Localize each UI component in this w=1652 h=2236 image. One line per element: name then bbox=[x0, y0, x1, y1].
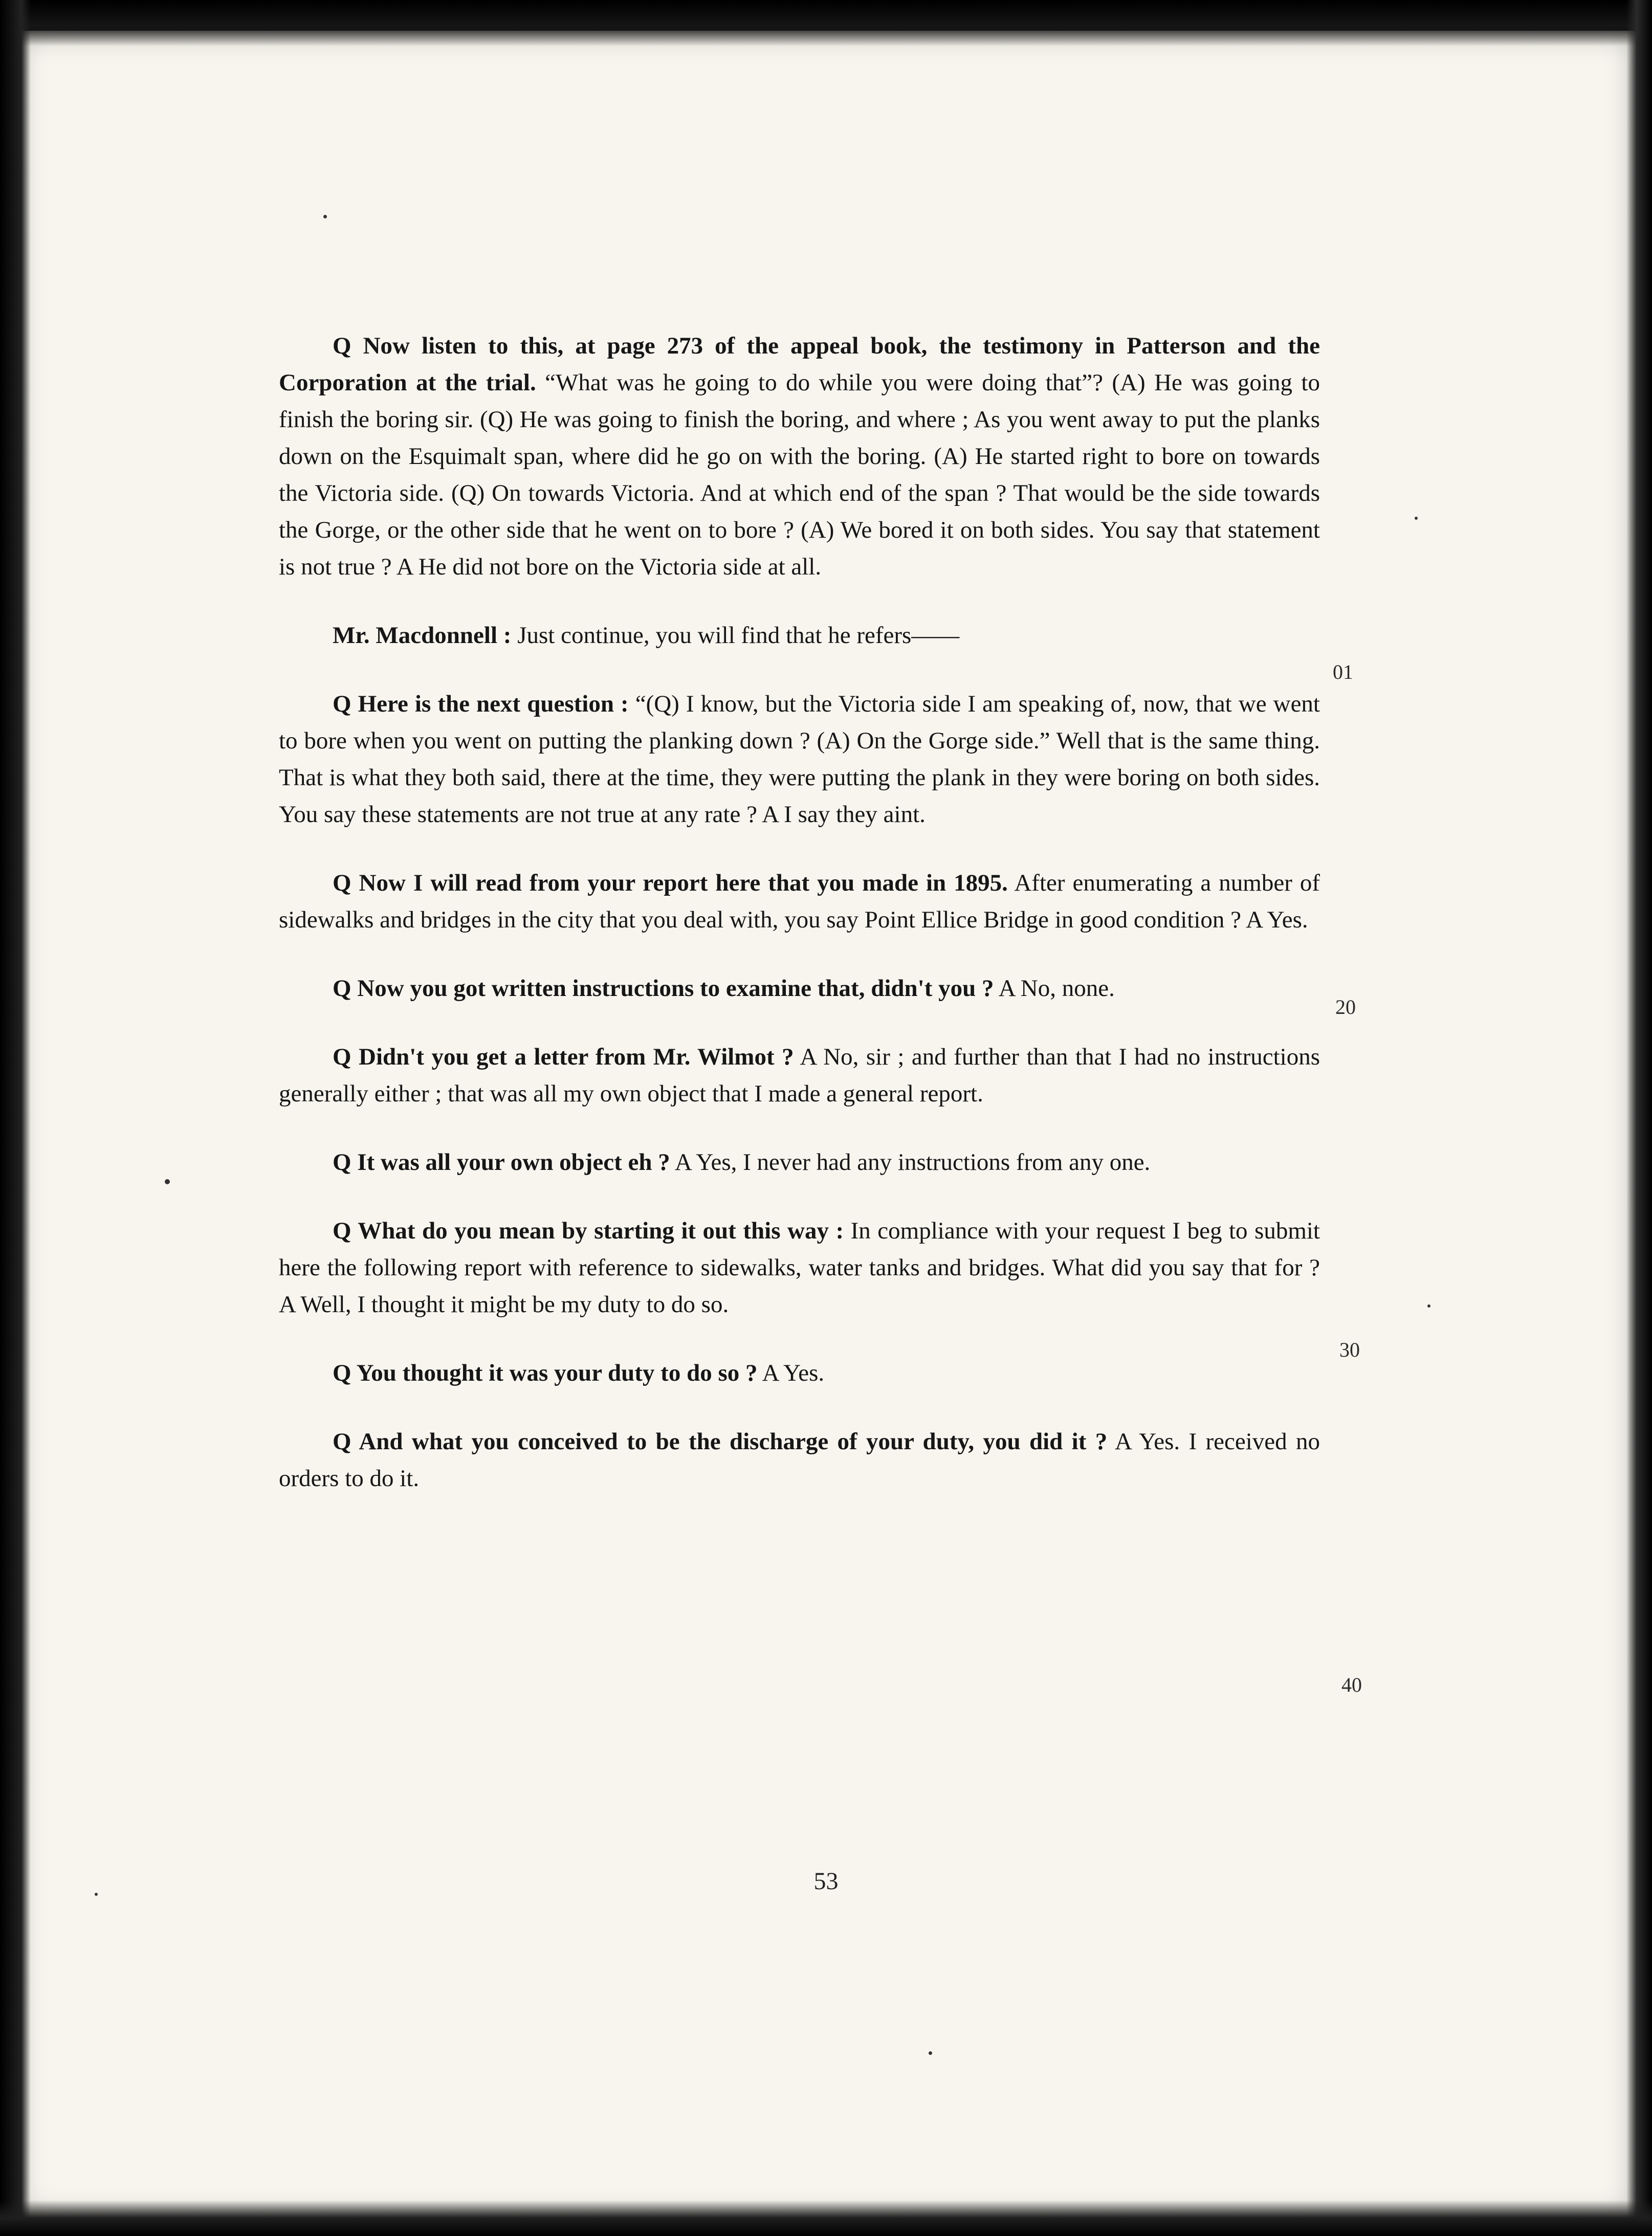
paragraph bbox=[279, 1144, 1320, 1181]
paragraph-lead: Q Didn't you get a letter from Mr. Wilmot ? bbox=[333, 1044, 794, 1070]
paragraph-text: In compliance with your request I beg to submit here the following report with reference to sidewalks, water tanks and bridges. What did you say that for ? A Well, I thought it might be my duty to do so. bbox=[279, 1217, 1320, 1318]
paragraph-text: A Yes. I received no orders to do it. bbox=[279, 1428, 1320, 1492]
scan-speck bbox=[929, 2051, 932, 2055]
scan-speck bbox=[1427, 1304, 1430, 1308]
line-number-marker: 20 bbox=[1335, 995, 1356, 1019]
paragraph bbox=[279, 327, 1320, 585]
paragraph-text: After enumerating a number of sidewalks and bridges in the city that you deal with, you say Point Ellice Bridge in good condition ? A Yes. bbox=[279, 870, 1320, 933]
paragraph-lead: Q Now listen to this, at page 273 of the appeal book, the testimony in Patterson and the Corporation at the trial. bbox=[279, 333, 1320, 396]
paragraph-lead: Q It was all your own object eh ? bbox=[333, 1149, 670, 1176]
paragraph-lead: Q You thought it was your duty to do so ? bbox=[333, 1360, 758, 1386]
scan-edge-left bbox=[0, 0, 31, 2236]
paragraph bbox=[279, 1355, 1320, 1391]
line-number-marker: 30 bbox=[1339, 1338, 1360, 1361]
paragraph-lead: Q Here is the next question : bbox=[333, 691, 629, 717]
scan-edge-right bbox=[1626, 0, 1652, 2236]
paragraph-text: A No, none. bbox=[994, 975, 1115, 1002]
page-number: 53 bbox=[813, 1868, 839, 1895]
line-number-marker: 40 bbox=[1341, 1673, 1362, 1696]
paragraph-text: “(Q) I know, but the Victoria side I am speaking of, now, that we went to bore when you went on putting the planking down ? (A) On the Gorge side.” Well that is the same thing. That is what they both said, there at the time, they were putting the plank in they were boring on both sides. You say these statements are not true at any rate ? A I say they aint. bbox=[279, 691, 1320, 828]
scan-edge-top bbox=[0, 0, 1652, 46]
line-number-marker: 01 bbox=[1333, 660, 1353, 683]
transcript-body bbox=[279, 327, 1320, 1529]
paragraph bbox=[279, 970, 1320, 1007]
paragraph bbox=[279, 617, 1320, 654]
scan-speck bbox=[1415, 517, 1418, 520]
scan-speck bbox=[165, 1179, 170, 1184]
paragraph-text: A Yes, I never had any instructions from any one. bbox=[670, 1149, 1151, 1176]
paragraph-text: A No, sir ; and further than that I had no instructions generally either ; that was all my own object that I made a general report. bbox=[279, 1044, 1320, 1107]
paragraph-lead: Q And what you conceived to be the discharge of your duty, you did it ? bbox=[333, 1428, 1108, 1455]
paragraph-text: A Yes. bbox=[757, 1360, 825, 1386]
paragraph-lead: Mr. Macdonnell : bbox=[333, 622, 512, 649]
paragraph bbox=[279, 685, 1320, 833]
paragraph bbox=[279, 1038, 1320, 1112]
paragraph-lead: Q Now I will read from your report here that you made in 1895. bbox=[333, 870, 1008, 896]
scan-speck bbox=[323, 215, 327, 218]
paragraph bbox=[279, 1423, 1320, 1497]
paragraph-lead: Q Now you got written instructions to examine that, didn't you ? bbox=[333, 975, 994, 1002]
paragraph bbox=[279, 1212, 1320, 1323]
paragraph-text: “What was he going to do while you were doing that”? (A) He was going to finish the boring sir. (Q) He was going to finish the boring, and where ; As you went away to put the planks down on the Esquimalt span, where did he go on with the boring. (A) He started right to bore on towards the Victoria side. (Q) On towards Victoria. And at which end of the span ? That would be the side towards the Gorge, or the other side that he went on to bore ? (A) We bored it on both sides. You say that statement is not true ? A He did not bore on the Victoria side at all. bbox=[279, 369, 1320, 580]
paragraph-text: Just continue, you will find that he refers—— bbox=[511, 622, 960, 649]
paragraph bbox=[279, 865, 1320, 938]
paragraph-lead: Q What do you mean by starting it out this way : bbox=[333, 1217, 844, 1244]
scan-edge-bottom bbox=[0, 2200, 1652, 2236]
